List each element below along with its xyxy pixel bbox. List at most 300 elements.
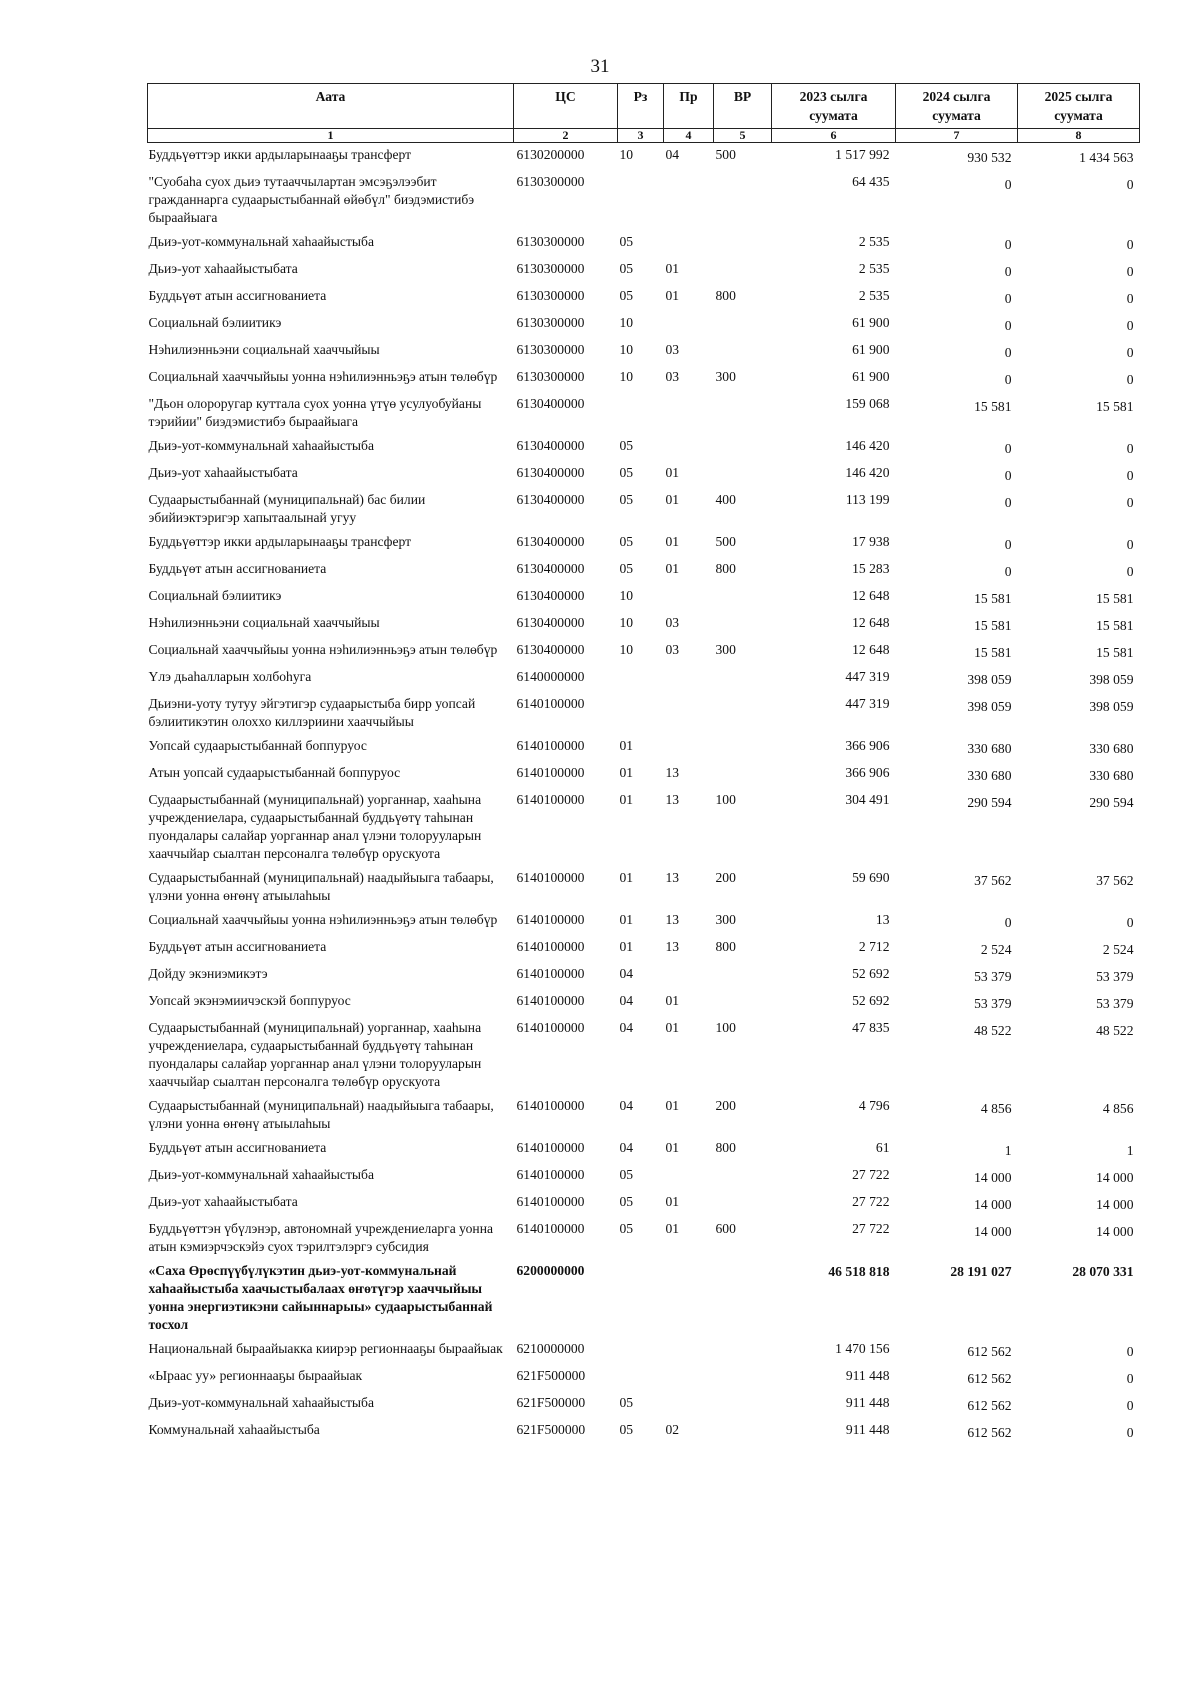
row-amount-2023: 47 835 — [852, 1020, 890, 1035]
row-pr — [664, 584, 714, 611]
row-cs-code: 6130300000 — [516, 342, 585, 357]
row-pr — [664, 1364, 714, 1391]
row-amount-2024: 398 059 — [967, 699, 1012, 714]
row-amount-2024: 0 — [1004, 495, 1012, 510]
row-pr — [664, 734, 714, 761]
row-amount-2024: 37 562 — [974, 873, 1012, 888]
row-amount-2023: 159 068 — [845, 396, 890, 411]
row-amount-2023: 113 199 — [845, 492, 890, 507]
row-rz: 10 — [619, 342, 634, 357]
row-amount-2023: 911 448 — [845, 1422, 890, 1437]
row-vr: 200 — [715, 1098, 736, 1113]
table-row — [148, 392, 1140, 434]
row-name: Нэһилиэнньэни социальнай хааччыйыы — [148, 342, 380, 357]
row-amount-2023: 61 — [875, 1140, 890, 1155]
row-pr: 13 — [665, 792, 680, 807]
row-name: Буддьүөт атын ассигнованиета — [148, 561, 327, 576]
row-cs-code: 6130400000 — [516, 465, 585, 480]
row-cs-code: 6130300000 — [516, 261, 585, 276]
header-2024: 2024 сылга суумата — [896, 84, 1018, 129]
column-number: 3 — [618, 129, 664, 143]
row-amount-2024: 48 522 — [974, 1023, 1012, 1038]
table-row — [148, 257, 1140, 284]
row-name: Дьиэ-уот-коммунальнай хаһаайыстыба — [148, 438, 374, 453]
table-row — [148, 230, 1140, 257]
row-amount-2025: 330 680 — [1089, 768, 1134, 783]
table-row — [148, 1094, 1140, 1136]
row-rz: 05 — [619, 438, 634, 453]
column-number: 6 — [772, 129, 896, 143]
row-amount-2024: 0 — [1004, 345, 1012, 360]
row-amount-2024: 612 562 — [967, 1398, 1012, 1413]
table-row — [148, 143, 1140, 171]
row-name: Дьиэ-уот хаһаайыстыбата — [148, 465, 298, 480]
row-cs-code: 6140100000 — [516, 1221, 585, 1236]
row-name: Буддьүөт атын ассигнованиета — [148, 288, 327, 303]
table-row — [148, 935, 1140, 962]
row-pr: 03 — [665, 369, 680, 384]
table-row — [148, 611, 1140, 638]
table-row — [148, 788, 1140, 866]
row-amount-2025: 0 — [1126, 1344, 1134, 1359]
row-name: Буддьүөт атын ассигнованиета — [148, 939, 327, 954]
table-row — [148, 638, 1140, 665]
row-name: "Дьон олороругар куттала суох уонна үтүө усулуобуйаны тэрийии" биэдэмистибэ быраайыага — [148, 396, 482, 429]
row-vr — [714, 1163, 772, 1190]
row-amount-2023: 1 517 992 — [835, 147, 890, 162]
row-rz: 05 — [619, 1422, 634, 1437]
row-pr — [664, 392, 714, 434]
row-pr: 01 — [665, 993, 680, 1008]
row-amount-2025: 15 581 — [1096, 645, 1134, 660]
row-amount-2025: 0 — [1126, 264, 1134, 279]
row-amount-2024: 0 — [1004, 915, 1012, 930]
row-amount-2023: 15 283 — [852, 561, 890, 576]
row-vr — [714, 461, 772, 488]
row-name: Нэһилиэнньэни социальнай хааччыйыы — [148, 615, 380, 630]
row-cs-code: 6140100000 — [516, 1167, 585, 1182]
row-cs-code: 6140100000 — [516, 912, 585, 927]
table-row — [148, 665, 1140, 692]
row-amount-2024: 930 532 — [967, 150, 1012, 165]
row-cs-code: 6130300000 — [516, 369, 585, 384]
row-name: Дьиэ-уот-коммунальнай хаһаайыстыба — [148, 1395, 374, 1410]
row-name: Судаарыстыбаннай (муниципальнай) наадыйыыга табаары, үлэни уонна өҥөнү атыылаһыы — [148, 1098, 494, 1131]
row-cs-code: 621F500000 — [516, 1422, 586, 1437]
row-name: Судаарыстыбаннай (муниципальнай) бас билии эбийиэктэригэр хапытаалынай угуу — [148, 492, 426, 525]
row-amount-2025: 0 — [1126, 915, 1134, 930]
row-amount-2025: 14 000 — [1096, 1224, 1134, 1239]
row-amount-2023: 27 722 — [852, 1221, 890, 1236]
row-cs-code: 6140100000 — [516, 1020, 585, 1035]
column-number: 8 — [1018, 129, 1140, 143]
table-body — [148, 143, 1140, 1446]
table-row — [148, 170, 1140, 230]
row-name: Буддьүөттэн үбүлэнэр, автономнай учреждениеларга уонна атын кэмиэрчэскэйэ суох тэрилтэлэргэ субсидия — [148, 1221, 494, 1254]
row-vr — [714, 989, 772, 1016]
table-row — [148, 962, 1140, 989]
row-amount-2024: 612 562 — [967, 1425, 1012, 1440]
header-2023: 2023 сылга суумата — [772, 84, 896, 129]
row-amount-2023: 2 535 — [858, 288, 890, 303]
header-vr: ВР — [714, 84, 772, 129]
row-rz — [618, 1337, 664, 1364]
row-amount-2024: 0 — [1004, 318, 1012, 333]
row-name: Социальнай хааччыйыы уонна нэһилиэнньэҕэ атын төлөбүр — [148, 642, 498, 657]
column-number: 1 — [148, 129, 514, 143]
row-rz: 04 — [619, 1098, 634, 1113]
row-name: Уопсай судаарыстыбаннай боппуруос — [148, 738, 367, 753]
row-name: Буддьүөттэр икки ардыларынааҕы трансферт — [148, 147, 412, 162]
row-amount-2025: 290 594 — [1089, 795, 1134, 810]
row-pr: 13 — [665, 765, 680, 780]
row-pr: 01 — [665, 288, 680, 303]
row-amount-2025: 14 000 — [1096, 1197, 1134, 1212]
row-amount-2024: 0 — [1004, 564, 1012, 579]
row-amount-2023: 52 692 — [852, 993, 890, 1008]
table-row — [148, 1337, 1140, 1364]
row-vr — [714, 170, 772, 230]
row-rz — [618, 692, 664, 734]
row-amount-2023: 12 648 — [852, 588, 890, 603]
row-amount-2023: 17 938 — [852, 534, 890, 549]
row-pr: 03 — [665, 642, 680, 657]
row-pr — [664, 170, 714, 230]
row-amount-2025: 1 — [1126, 1143, 1134, 1158]
row-vr — [714, 761, 772, 788]
row-amount-2024: 0 — [1004, 237, 1012, 252]
row-rz: 05 — [619, 492, 634, 507]
row-amount-2025: 53 379 — [1096, 969, 1134, 984]
row-pr — [664, 434, 714, 461]
row-amount-2025: 398 059 — [1089, 672, 1134, 687]
row-amount-2025: 0 — [1126, 345, 1134, 360]
table-row — [148, 365, 1140, 392]
table-row — [148, 692, 1140, 734]
row-cs-code: 6130400000 — [516, 396, 585, 411]
row-amount-2025: 0 — [1126, 318, 1134, 333]
row-name: Коммунальнай хаһаайыстыба — [148, 1422, 320, 1437]
row-cs-code: 6140100000 — [516, 966, 585, 981]
row-rz: 01 — [619, 765, 634, 780]
row-cs-code: 6140100000 — [516, 939, 585, 954]
row-rz: 01 — [619, 738, 634, 753]
row-amount-2024: 15 581 — [974, 399, 1012, 414]
row-rz: 10 — [619, 147, 634, 162]
table-row — [148, 557, 1140, 584]
row-cs-code: 6140000000 — [516, 669, 585, 684]
row-amount-2024: 14 000 — [974, 1224, 1012, 1239]
row-amount-2025: 0 — [1126, 1425, 1134, 1440]
table-row — [148, 584, 1140, 611]
row-rz — [618, 1364, 664, 1391]
row-cs-code: 6140100000 — [516, 696, 585, 711]
row-vr — [714, 1418, 772, 1445]
row-amount-2023: 146 420 — [845, 438, 890, 453]
row-amount-2025: 15 581 — [1096, 618, 1134, 633]
header-name: Аата — [148, 84, 514, 129]
row-vr: 800 — [715, 561, 736, 576]
row-rz — [618, 392, 664, 434]
column-number-row — [148, 129, 1140, 143]
row-amount-2025: 15 581 — [1096, 591, 1134, 606]
row-name: Үлэ дьаһалларын холбоһуга — [148, 669, 312, 684]
row-name: Дьиэ-уот хаһаайыстыбата — [148, 261, 298, 276]
row-amount-2024: 15 581 — [974, 618, 1012, 633]
row-rz: 05 — [619, 1221, 634, 1236]
row-amount-2025: 48 522 — [1096, 1023, 1134, 1038]
row-rz: 05 — [619, 288, 634, 303]
row-amount-2025: 0 — [1126, 441, 1134, 456]
row-amount-2024: 15 581 — [974, 591, 1012, 606]
column-number: 2 — [514, 129, 618, 143]
row-vr: 200 — [715, 870, 736, 885]
row-pr: 01 — [665, 492, 680, 507]
row-amount-2025: 14 000 — [1096, 1170, 1134, 1185]
row-amount-2023: 27 722 — [852, 1194, 890, 1209]
row-vr — [714, 665, 772, 692]
column-number: 5 — [714, 129, 772, 143]
row-amount-2023: 2 535 — [858, 261, 890, 276]
row-rz: 01 — [619, 939, 634, 954]
row-name: Судаарыстыбаннай (муниципальнай) уорганнар, хааһына учреждениелара, судаарыстыбаннай буддьүөтү таһынан пуондалары салайар уорганнар анал үлэни толорууларын хааччыйар сыалтан персоналга төлөбүр орускуота — [148, 792, 482, 861]
row-vr: 500 — [715, 534, 736, 549]
row-amount-2023: 2 535 — [858, 234, 890, 249]
row-rz: 04 — [619, 1020, 634, 1035]
row-amount-2023: 146 420 — [845, 465, 890, 480]
row-amount-2023: 366 906 — [845, 738, 890, 753]
row-cs-code: 6200000000 — [516, 1263, 585, 1278]
budget-table — [147, 83, 1140, 1445]
row-amount-2023: 447 319 — [845, 696, 890, 711]
row-vr: 300 — [715, 912, 736, 927]
row-rz: 10 — [619, 588, 634, 603]
row-pr: 02 — [665, 1422, 680, 1437]
row-rz: 05 — [619, 465, 634, 480]
table-row — [148, 1391, 1140, 1418]
row-amount-2024: 14 000 — [974, 1197, 1012, 1212]
row-name: Дьиэ-уот хаһаайыстыбата — [148, 1194, 298, 1209]
row-amount-2024: 330 680 — [967, 768, 1012, 783]
row-vr — [714, 611, 772, 638]
table-row — [148, 1016, 1140, 1094]
row-cs-code: 6130400000 — [516, 438, 585, 453]
row-amount-2025: 0 — [1126, 495, 1134, 510]
row-pr: 01 — [665, 1221, 680, 1236]
row-amount-2025: 0 — [1126, 468, 1134, 483]
row-vr — [714, 1391, 772, 1418]
row-rz: 05 — [619, 1395, 634, 1410]
table-row — [148, 908, 1140, 935]
row-name: "Суобаһа суох дьиэ тутааччылартан эмсэҕэлээбит гражданнарга судаарыстыбаннай өйөбүл" биэдэмистибэ быраайыага — [148, 174, 475, 225]
table-row — [148, 488, 1140, 530]
row-rz: 05 — [619, 261, 634, 276]
row-cs-code: 6140100000 — [516, 993, 585, 1008]
table-row — [148, 530, 1140, 557]
row-amount-2024: 4 856 — [980, 1101, 1012, 1116]
row-amount-2025: 0 — [1126, 1398, 1134, 1413]
row-rz — [618, 1259, 664, 1337]
row-amount-2023: 447 319 — [845, 669, 890, 684]
row-cs-code: 6130400000 — [516, 642, 585, 657]
row-rz: 01 — [619, 912, 634, 927]
row-amount-2023: 52 692 — [852, 966, 890, 981]
row-rz: 01 — [619, 792, 634, 807]
row-rz — [618, 170, 664, 230]
row-name: Буддьүөт атын ассигнованиета — [148, 1140, 327, 1155]
row-vr — [714, 392, 772, 434]
table-row — [148, 989, 1140, 1016]
row-vr — [714, 962, 772, 989]
row-cs-code: 6140100000 — [516, 1140, 585, 1155]
row-vr — [714, 1364, 772, 1391]
table-row — [148, 1259, 1140, 1337]
row-name: «Ыраас уу» регионнааҕы быраайыак — [148, 1368, 363, 1383]
row-vr: 300 — [715, 642, 736, 657]
row-cs-code: 6140100000 — [516, 1194, 585, 1209]
table-row — [148, 1418, 1140, 1445]
row-vr: 100 — [715, 792, 736, 807]
table-row — [148, 461, 1140, 488]
row-pr — [664, 1259, 714, 1337]
row-pr: 13 — [665, 870, 680, 885]
row-cs-code: 6130300000 — [516, 315, 585, 330]
row-pr: 03 — [665, 615, 680, 630]
row-name: Социальнай хааччыйыы уонна нэһилиэнньэҕэ атын төлөбүр — [148, 912, 498, 927]
table-row — [148, 1136, 1140, 1163]
row-cs-code: 6130400000 — [516, 492, 585, 507]
row-amount-2024: 612 562 — [967, 1371, 1012, 1386]
row-cs-code: 6130400000 — [516, 534, 585, 549]
row-vr — [714, 1190, 772, 1217]
row-cs-code: 6130400000 — [516, 588, 585, 603]
row-amount-2025: 0 — [1126, 291, 1134, 306]
row-amount-2025: 53 379 — [1096, 996, 1134, 1011]
row-name: Судаарыстыбаннай (муниципальнай) уорганнар, хааһына учреждениелара, судаарыстыбаннай буддьүөтү таһынан пуондалары салайар уорганнар анал үлэни толорууларын хааччыйар сыалтан персоналга төлөбүр орускуота — [148, 1020, 482, 1089]
row-cs-code: 6140100000 — [516, 738, 585, 753]
row-amount-2024: 0 — [1004, 372, 1012, 387]
row-rz: 04 — [619, 966, 634, 981]
row-pr — [664, 1337, 714, 1364]
row-vr — [714, 338, 772, 365]
row-amount-2025: 0 — [1126, 372, 1134, 387]
row-vr — [714, 692, 772, 734]
row-name: Социальнай бэлиитикэ — [148, 315, 282, 330]
row-pr — [664, 692, 714, 734]
row-amount-2025: 0 — [1126, 537, 1134, 552]
row-vr — [714, 434, 772, 461]
row-amount-2024: 0 — [1004, 264, 1012, 279]
row-amount-2023: 13 — [875, 912, 890, 927]
table-row — [148, 338, 1140, 365]
row-pr — [664, 1391, 714, 1418]
row-amount-2023: 12 648 — [852, 615, 890, 630]
row-pr — [664, 230, 714, 257]
row-vr — [714, 311, 772, 338]
row-amount-2024: 1 — [1004, 1143, 1012, 1158]
row-cs-code: 6130300000 — [516, 174, 585, 189]
row-amount-2023: 59 690 — [852, 870, 890, 885]
row-rz — [618, 665, 664, 692]
row-name: Дойду экэниэмикэтэ — [148, 966, 268, 981]
row-amount-2025: 28 070 331 — [1072, 1264, 1134, 1279]
row-vr — [714, 1337, 772, 1364]
row-amount-2023: 911 448 — [845, 1395, 890, 1410]
row-vr: 500 — [715, 147, 736, 162]
header-2025: 2025 сылга суумата — [1018, 84, 1140, 129]
row-amount-2025: 0 — [1126, 237, 1134, 252]
row-amount-2024: 15 581 — [974, 645, 1012, 660]
row-pr — [664, 1163, 714, 1190]
row-amount-2024: 14 000 — [974, 1170, 1012, 1185]
row-pr: 01 — [665, 534, 680, 549]
row-cs-code: 6130400000 — [516, 615, 585, 630]
row-vr: 600 — [715, 1221, 736, 1236]
row-rz: 05 — [619, 534, 634, 549]
row-amount-2024: 0 — [1004, 537, 1012, 552]
row-cs-code: 6130400000 — [516, 561, 585, 576]
row-rz: 05 — [619, 561, 634, 576]
row-pr: 13 — [665, 939, 680, 954]
row-pr: 04 — [665, 147, 680, 162]
row-pr: 03 — [665, 342, 680, 357]
table-row — [148, 311, 1140, 338]
row-amount-2024: 330 680 — [967, 741, 1012, 756]
row-rz: 05 — [619, 1167, 634, 1182]
header-cs: ЦС — [514, 84, 618, 129]
row-amount-2025: 37 562 — [1096, 873, 1134, 888]
row-amount-2025: 398 059 — [1089, 699, 1134, 714]
row-amount-2024: 0 — [1004, 291, 1012, 306]
row-vr: 400 — [715, 492, 736, 507]
row-amount-2023: 61 900 — [852, 342, 890, 357]
row-amount-2025: 2 524 — [1102, 942, 1134, 957]
row-cs-code: 621F500000 — [516, 1368, 586, 1383]
row-cs-code: 6140100000 — [516, 1098, 585, 1113]
row-vr — [714, 257, 772, 284]
row-rz: 04 — [619, 993, 634, 1008]
row-rz: 10 — [619, 642, 634, 657]
row-pr: 01 — [665, 561, 680, 576]
row-vr — [714, 734, 772, 761]
table-row — [148, 866, 1140, 908]
row-name: Уопсай экэнэмиичэскэй боппуруос — [148, 993, 351, 1008]
row-amount-2025: 15 581 — [1096, 399, 1134, 414]
row-amount-2024: 28 191 027 — [950, 1264, 1012, 1279]
row-rz: 10 — [619, 315, 634, 330]
header-pr: Пр — [664, 84, 714, 129]
row-rz: 01 — [619, 870, 634, 885]
row-pr — [664, 962, 714, 989]
row-name: Дьиэ-уот-коммунальнай хаһаайыстыба — [148, 234, 374, 249]
row-rz: 10 — [619, 615, 634, 630]
row-amount-2024: 53 379 — [974, 969, 1012, 984]
row-vr: 800 — [715, 1140, 736, 1155]
row-pr: 01 — [665, 1140, 680, 1155]
row-amount-2025: 4 856 — [1102, 1101, 1134, 1116]
row-amount-2023: 4 796 — [858, 1098, 890, 1113]
row-rz: 10 — [619, 369, 634, 384]
row-amount-2023: 911 448 — [845, 1368, 890, 1383]
row-amount-2025: 330 680 — [1089, 741, 1134, 756]
table-row — [148, 284, 1140, 311]
table-row — [148, 734, 1140, 761]
row-amount-2023: 64 435 — [852, 174, 890, 189]
row-amount-2025: 0 — [1126, 564, 1134, 579]
row-cs-code: 6140100000 — [516, 792, 585, 807]
row-pr: 01 — [665, 1020, 680, 1035]
row-amount-2025: 0 — [1126, 177, 1134, 192]
